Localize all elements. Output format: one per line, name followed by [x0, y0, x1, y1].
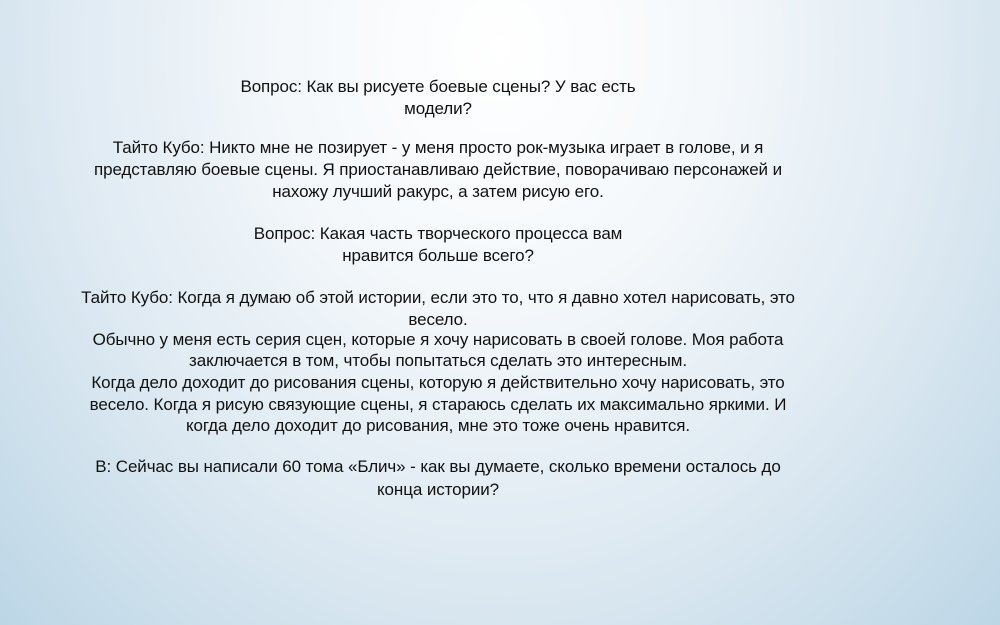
answer-2-line-1: Тайто Кубо: Когда я думаю об этой истории, если это то, что я давно хотел нарисовать, это: [81, 288, 795, 307]
answer-1-line-3: нахожу лучший ракурс, а затем рисую его.: [272, 182, 604, 201]
question-2-line-1: Вопрос: Какая часть творческого процесса вам: [253, 224, 623, 243]
question-3-line-1: В: Сейчас вы написали 60 тома «Блич» - как вы думаете, сколько времени осталось до: [95, 457, 781, 476]
question-1-line-1: Вопрос: Как вы рисуете боевые сцены? У вас есть: [240, 77, 636, 96]
answer-1-line-1: Тайто Кубо: Никто мне не позирует - у меня просто рок-музыка играет в голове, и я: [112, 138, 764, 157]
answer-1-line-2: представляю боевые сцены. Я приостанавливаю действие, поворачиваю персонажей и: [94, 160, 782, 179]
answer-2-line-5: Когда дело доходит до рисования сцены, которую я действительно хочу нарисовать, это: [91, 373, 785, 392]
answer-2-line-3: Обычно у меня есть серия сцен, которые я хочу нарисовать в своей голове. Моя работа: [92, 330, 784, 349]
answer-2-line-2: весело.: [408, 310, 468, 329]
answer-2-line-6: весело. Когда я рисую связующие сцены, я стараюсь сделать их максимально яркими. И: [89, 395, 787, 414]
answer-2-line-7: когда дело доходит до рисования, мне это тоже очень нравится.: [185, 416, 691, 435]
answer-2-line-4: заключается в том, чтобы попытаться сделать это интересным.: [189, 351, 687, 370]
question-1-line-2: модели?: [404, 99, 472, 118]
question-2-line-2: нравится больше всего?: [342, 246, 534, 265]
question-3-line-2: конца истории?: [377, 480, 499, 499]
